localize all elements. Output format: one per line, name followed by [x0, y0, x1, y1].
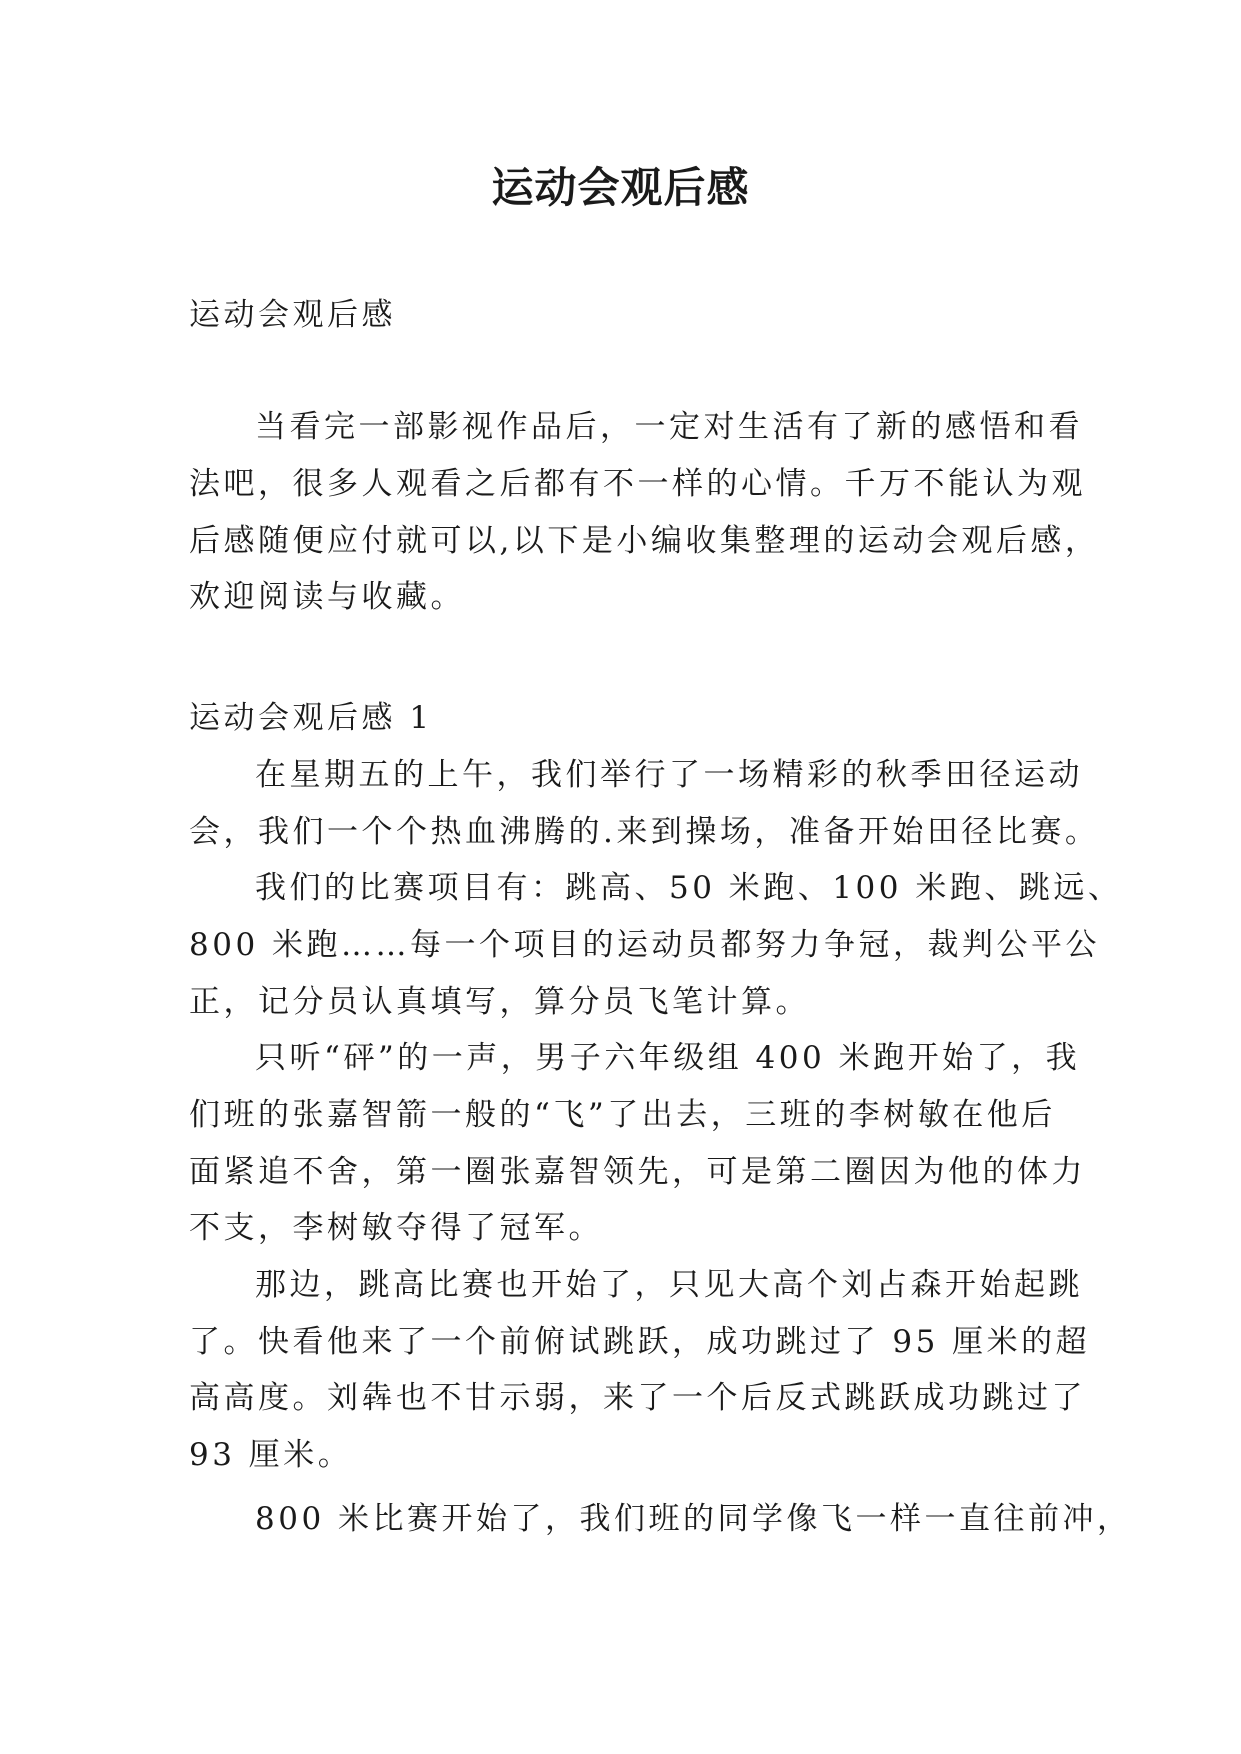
body-line: 我们的比赛项目有：跳高、50 米跑、100 米跑、跳远、: [255, 870, 1123, 906]
document-title: 运动会观后感: [491, 163, 750, 212]
section-heading: 运动会观后感 1: [189, 700, 433, 736]
body-line: 正，记分员认真填写，算分员飞笔计算。: [189, 984, 810, 1020]
intro-line: 当看完一部影视作品后，一定对生活有了新的感悟和看: [255, 409, 1083, 445]
body-line: 800 米比赛开始了，我们班的同学像飞一样一直往前冲，: [255, 1501, 1132, 1537]
intro-line: 欢迎阅读与收藏。: [189, 579, 465, 615]
body-line: 800 米跑……每一个项目的运动员都努力争冠，裁判公平公: [189, 927, 1101, 963]
body-line: 93 厘米。: [189, 1437, 353, 1473]
document-subtitle: 运动会观后感: [189, 297, 396, 333]
body-line: 只听“砰”的一声，男子六年级组 400 米跑开始了，我: [255, 1040, 1081, 1076]
body-line: 那边，跳高比赛也开始了，只见大高个刘占森开始起跳: [255, 1267, 1083, 1303]
body-line: 们班的张嘉智箭一般的“飞”了出去，三班的李树敏在他后: [189, 1097, 1056, 1133]
intro-line: 法吧，很多人观看之后都有不一样的心情。千万不能认为观: [189, 466, 1086, 502]
body-line: 会，我们一个个热血沸腾的.来到操场，准备开始田径比赛。: [189, 814, 1100, 850]
body-line: 不支，李树敏夺得了冠军。: [189, 1210, 603, 1246]
intro-line: 后感随便应付就可以,以下是小编收集整理的运动会观后感，: [189, 523, 1100, 559]
body-line: 了。快看他来了一个前俯试跳跃，成功跳过了 95 厘米的超: [189, 1324, 1091, 1360]
body-line: 在星期五的上午，我们举行了一场精彩的秋季田径运动: [255, 757, 1083, 793]
body-line: 高高度。刘犇也不甘示弱，来了一个后反式跳跃成功跳过了: [189, 1380, 1086, 1416]
body-line: 面紧追不舍，第一圈张嘉智领先，可是第二圈因为他的体力: [189, 1154, 1086, 1190]
